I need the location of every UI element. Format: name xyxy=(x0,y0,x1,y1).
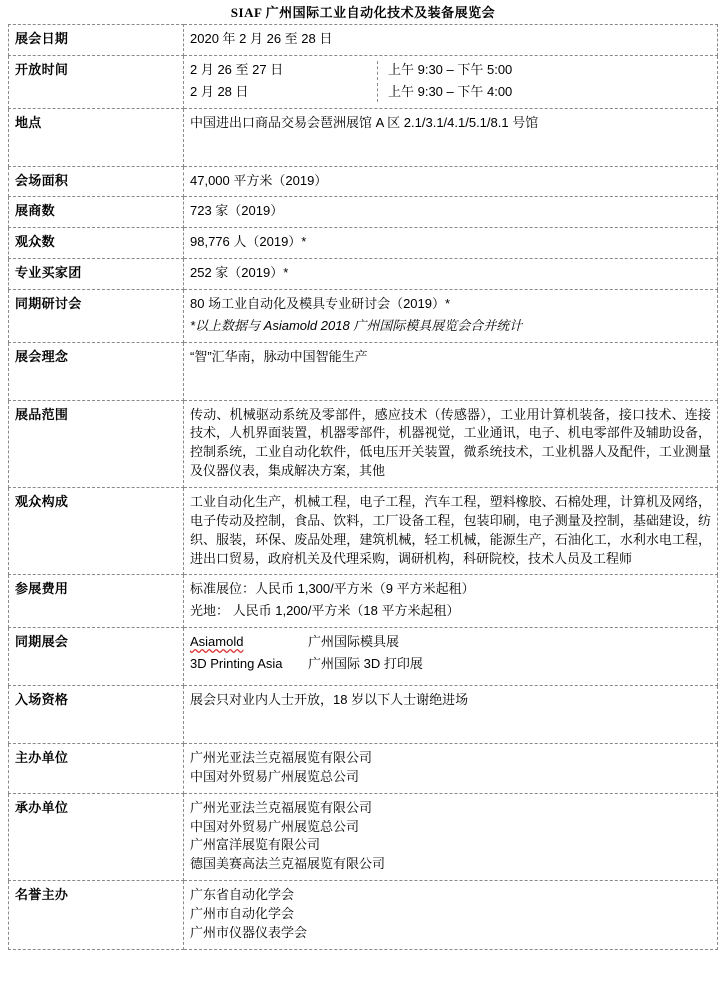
row-value-exhibitors xyxy=(184,197,718,228)
text-line: “智”汇华南，脉动中国智能生产 xyxy=(190,348,368,364)
row-value-concurrent-shows xyxy=(184,628,718,686)
row-value-organizers xyxy=(184,744,718,794)
row-value-admission xyxy=(184,686,718,744)
table-row xyxy=(9,197,718,228)
hours-days-2: 2 月 28 日 xyxy=(190,83,249,99)
row-value-area xyxy=(184,166,718,197)
concurrent-show-item xyxy=(190,652,711,674)
text-line: 中国对外贸易广州展览总公司 xyxy=(190,768,360,784)
table-row xyxy=(9,259,718,290)
row-value-buyer-groups xyxy=(184,259,718,290)
row-value-honorary-hosts xyxy=(184,881,718,950)
row-label-visitor-profile: 观众构成 xyxy=(9,487,184,574)
row-label-hours: 开放时间 xyxy=(9,55,184,108)
text-line: 德国美赛高法兰克福展览有限公司 xyxy=(190,856,386,872)
row-label-seminars: 同期研讨会 xyxy=(9,289,184,342)
table-row xyxy=(9,166,718,197)
concurrent-show-item xyxy=(190,633,711,652)
row-value-visitors xyxy=(184,228,718,259)
table-row xyxy=(9,881,718,950)
concurrent-show-name: Asiamold xyxy=(190,634,244,650)
row-value-visitor-profile: 工业自动化生产，机械工程，电子工程，汽车工程，塑料橡胶、石棉处理，计算机及网络，电子传动及控制，食品、饮料，工厂设备工程，包装印刷，电子测量及控制，基础建设，纺织、服装，环保、废品处理，建筑机械，轻工机械，能源生产，石油化工，水利水电工程，进出口贸易，政府机关及代理采购，调研机构，科研院校，技术人员及工程师 xyxy=(184,487,718,574)
row-label-co-organizers: 承办单位 xyxy=(9,793,184,880)
hours-days-1: 2 月 26 至 27 日 xyxy=(190,61,284,77)
text-line: 广州市仪器仪表学会 xyxy=(190,924,308,940)
text-line: 广州光亚法兰克福展览有限公司 xyxy=(190,799,373,815)
text-line: 723 家（2019） xyxy=(190,203,284,219)
row-value-seminars xyxy=(184,289,718,342)
fee-line-standard: 标准展位：人民币 1,300/平方米（9 平方米起租） xyxy=(190,581,475,597)
row-value-fees xyxy=(184,575,718,628)
row-label-concurrent-shows: 同期展会 xyxy=(9,628,184,686)
row-label-honorary-hosts: 名誉主办 xyxy=(9,881,184,950)
row-value-theme xyxy=(184,342,718,400)
table-row xyxy=(9,228,718,259)
row-label-theme: 展会理念 xyxy=(9,342,184,400)
text-line: 广州光亚法兰克福展览有限公司 xyxy=(190,750,373,766)
table-row xyxy=(9,25,718,56)
table-row xyxy=(9,487,718,574)
text-line: 中国进出口商品交易会琶洲展馆 A 区 2.1/3.1/4.1/5.1/8.1 号馆 xyxy=(190,114,539,130)
text-line: 广州市自动化学会 xyxy=(190,905,295,921)
text-line: 98,776 人（2019）* xyxy=(190,234,307,250)
row-label-exhibit-scope: 展品范围 xyxy=(9,400,184,487)
row-value-hours xyxy=(184,55,718,108)
table-row xyxy=(9,628,718,686)
text-line: 广东省自动化学会 xyxy=(190,887,295,903)
text-line: 47,000 平方米（2019） xyxy=(190,172,328,188)
row-value-exhibit-scope: 传动、机械驱动系统及零部件，感应技术（传感器），工业用计算机装备，接口技术、连接技术，人机界面装置，机器零部件，机器视觉，工业通讯，电子、机电零部件及辅助设备，控制系统，工业自动化软件，低电压开关装置，微系统技术，工业机器人及配件，工业测量及仪器仪表，集成解决方案，其他 xyxy=(184,400,718,487)
table-row xyxy=(9,289,718,342)
concurrent-show-desc: 广州国际 3D 打印展 xyxy=(308,655,423,671)
table-row xyxy=(9,108,718,166)
table-row xyxy=(9,575,718,628)
table-row xyxy=(9,55,718,108)
row-value-venue xyxy=(184,108,718,166)
text-line: 展会只对业内人士开放，18 岁以下人士谢绝进场 xyxy=(190,692,469,708)
hours-time-2: 上午 9:30 – 下午 4:00 xyxy=(377,83,711,102)
row-label-visitors: 观众数 xyxy=(9,228,184,259)
text-line: 252 家（2019）* xyxy=(190,265,289,281)
hours-line-1 xyxy=(190,61,711,80)
row-value-co-organizers xyxy=(184,793,718,880)
row-label-admission: 入场资格 xyxy=(9,686,184,744)
text-line: 80 场工业自动化及模具专业研讨会（2019）* xyxy=(190,295,451,311)
row-label-venue: 地点 xyxy=(9,108,184,166)
row-label-fees: 参展费用 xyxy=(9,575,184,628)
text-line: 广州富洋展览有限公司 xyxy=(190,837,321,853)
fee-line-raw-space: 光地： 人民币 1,200/平方米（18 平方米起租） xyxy=(190,603,460,619)
seminars-footnote: *以上数据与 Asiamold 2018 广州国际模具展览会合并统计 xyxy=(190,317,523,333)
hours-time-1: 上午 9:30 – 下午 5:00 xyxy=(377,61,711,80)
table-row xyxy=(9,744,718,794)
hours-line-2 xyxy=(190,80,711,102)
text-line: 2020 年 2 月 26 至 28 日 xyxy=(190,31,333,46)
exhibition-fact-table xyxy=(8,24,718,950)
table-row xyxy=(9,686,718,744)
table-row xyxy=(9,793,718,880)
row-label-area: 会场面积 xyxy=(9,166,184,197)
concurrent-show-name: 3D Printing Asia xyxy=(190,655,283,671)
table-row xyxy=(9,400,718,487)
row-label-exhibitors: 展商数 xyxy=(9,197,184,228)
row-label-organizers: 主办单位 xyxy=(9,744,184,794)
text-line: 中国对外贸易广州展览总公司 xyxy=(190,818,360,834)
row-label-date: 展会日期 xyxy=(9,25,184,56)
table-row xyxy=(9,342,718,400)
row-label-buyer-groups: 专业买家团 xyxy=(9,259,184,290)
row-value-date xyxy=(184,25,718,56)
concurrent-show-desc: 广州国际模具展 xyxy=(308,634,400,650)
page-title: SIAF 广州国际工业自动化技术及装备展览会 xyxy=(230,5,496,20)
